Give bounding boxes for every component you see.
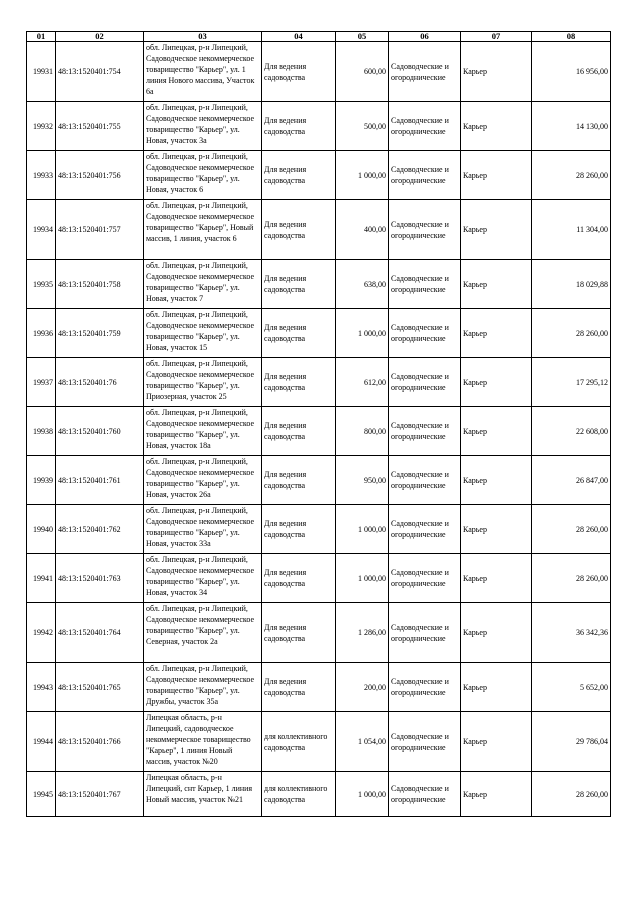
land-category-cell: Садоводческие и огороднические <box>389 772 461 817</box>
address-text: обл. Липецкая, р-н Липецкий, Садоводческое некоммерческое товарищество "Карьер", Новый массив, 1 линия, участок 6 <box>146 201 255 243</box>
table-row <box>27 358 611 407</box>
address-text: обл. Липецкая, р-н Липецкий, Садоводческое некоммерческое товарищество "Карьер", ул. Новая, участок 6 <box>146 152 255 194</box>
table-row <box>27 309 611 358</box>
row-number-cell: 19943 <box>27 663 56 712</box>
cadastral-value-cell: 28 260,00 <box>532 505 611 554</box>
area-cell: 612,00 <box>336 358 389 407</box>
area-cell: 950,00 <box>336 456 389 505</box>
address-text: обл. Липецкая, р-н Липецкий, Садоводческое некоммерческое товарищество "Карьер", ул. Северная, участок 2а <box>146 604 255 646</box>
permitted-use-cell: для коллективного садоводства <box>262 712 336 772</box>
col-header-04: 04 <box>262 32 336 42</box>
address-text: обл. Липецкая, р-н Липецкий, Садоводческое некоммерческое товарищество "Карьер", ул. Новая, участок 34 <box>146 555 255 597</box>
land-category-cell: Садоводческие и огороднические <box>389 151 461 200</box>
address-cell <box>144 772 262 817</box>
address-cell <box>144 663 262 712</box>
table-row <box>27 260 611 309</box>
permitted-use-cell: Для ведения садоводства <box>262 260 336 309</box>
cadastral-value-cell: 28 260,00 <box>532 151 611 200</box>
address-cell <box>144 712 262 772</box>
land-category-cell: Садоводческие и огороднические <box>389 505 461 554</box>
cadastral-value-cell: 14 130,00 <box>532 102 611 151</box>
land-category-cell: Садоводческие и огороднические <box>389 603 461 663</box>
row-number-cell: 19942 <box>27 603 56 663</box>
table-row <box>27 151 611 200</box>
cadastral-value-cell: 11 304,00 <box>532 200 611 260</box>
area-cell: 1 286,00 <box>336 603 389 663</box>
address-cell <box>144 407 262 456</box>
cadastral-number-cell: 48:13:1520401:765 <box>56 663 144 712</box>
area-cell: 1 000,00 <box>336 772 389 817</box>
row-number-cell: 19935 <box>27 260 56 309</box>
cadastral-number-cell: 48:13:1520401:759 <box>56 309 144 358</box>
address-text: обл. Липецкая, р-н Липецкий, Садоводческое некоммерческое товарищество "Карьер", ул. Новая, участок 33а <box>146 506 255 548</box>
settlement-cell: Карьер <box>461 505 532 554</box>
cadastral-value-cell: 22 608,00 <box>532 407 611 456</box>
land-category-cell: Садоводческие и огороднические <box>389 102 461 151</box>
row-number-cell: 19936 <box>27 309 56 358</box>
permitted-use-cell: Для ведения садоводства <box>262 42 336 102</box>
address-text: Липецкая область, р-н Липецкий, садоводческое некоммерческое товарищество "Карьер", 1 линия Новый массив, участок №20 <box>146 713 251 766</box>
cadastral-number-cell: 48:13:1520401:757 <box>56 200 144 260</box>
cadastral-number-cell: 48:13:1520401:758 <box>56 260 144 309</box>
settlement-cell: Карьер <box>461 102 532 151</box>
cadastral-value-cell: 17 295,12 <box>532 358 611 407</box>
permitted-use-cell: Для ведения садоводства <box>262 505 336 554</box>
land-category-cell: Садоводческие и огороднические <box>389 358 461 407</box>
table-row <box>27 200 611 260</box>
cadastral-value-cell: 16 956,00 <box>532 42 611 102</box>
cadastral-number-cell: 48:13:1520401:755 <box>56 102 144 151</box>
col-header-03: 03 <box>144 32 262 42</box>
col-header-05: 05 <box>336 32 389 42</box>
settlement-cell: Карьер <box>461 200 532 260</box>
cadastral-value-cell: 36 342,36 <box>532 603 611 663</box>
cadastral-value-cell: 18 029,88 <box>532 260 611 309</box>
permitted-use-cell: для коллективного садоводства <box>262 772 336 817</box>
area-cell: 1 000,00 <box>336 309 389 358</box>
row-number-cell: 19931 <box>27 42 56 102</box>
settlement-cell: Карьер <box>461 603 532 663</box>
cadastral-number-cell: 48:13:1520401:763 <box>56 554 144 603</box>
cadastral-number-cell: 48:13:1520401:762 <box>56 505 144 554</box>
address-text: обл. Липецкая, р-н Липецкий, Садоводческое некоммерческое товарищество "Карьер", ул. Новая, участок 7 <box>146 261 255 303</box>
settlement-cell: Карьер <box>461 663 532 712</box>
address-text: обл. Липецкая, р-н Липецкий, Садоводческое некоммерческое товарищество "Карьер", ул. 1 линия Нового массива, Участок 6а <box>146 43 255 96</box>
table-row <box>27 603 611 663</box>
row-number-cell: 19945 <box>27 772 56 817</box>
address-cell <box>144 260 262 309</box>
address-cell <box>144 309 262 358</box>
address-cell <box>144 358 262 407</box>
header-row <box>27 32 611 42</box>
address-text: обл. Липецкая, р-н Липецкий, Садоводческое некоммерческое товарищество "Карьер", ул. Новая, участок 26а <box>146 457 255 499</box>
cadastral-number-cell: 48:13:1520401:756 <box>56 151 144 200</box>
land-category-cell: Садоводческие и огороднические <box>389 309 461 358</box>
settlement-cell: Карьер <box>461 260 532 309</box>
cadastral-number-cell: 48:13:1520401:760 <box>56 407 144 456</box>
address-text: Липецкая область, р-н Липецкий, снт Карьер, 1 линия Новый массив, участок №21 <box>146 773 253 804</box>
address-text: обл. Липецкая, р-н Липецкий, Садоводческое некоммерческое товарищество "Карьер", ул. Новая, участок 3а <box>146 103 255 145</box>
table-row <box>27 456 611 505</box>
address-cell <box>144 603 262 663</box>
table-row <box>27 42 611 102</box>
area-cell: 400,00 <box>336 200 389 260</box>
address-cell <box>144 42 262 102</box>
settlement-cell: Карьер <box>461 151 532 200</box>
settlement-cell: Карьер <box>461 772 532 817</box>
land-category-cell: Садоводческие и огороднические <box>389 554 461 603</box>
settlement-cell: Карьер <box>461 712 532 772</box>
cadastral-number-cell: 48:13:1520401:766 <box>56 712 144 772</box>
cadastral-value-cell: 28 260,00 <box>532 772 611 817</box>
cadastral-number-cell: 48:13:1520401:767 <box>56 772 144 817</box>
area-cell: 1 000,00 <box>336 151 389 200</box>
row-number-cell: 19933 <box>27 151 56 200</box>
row-number-cell: 19939 <box>27 456 56 505</box>
area-cell: 800,00 <box>336 407 389 456</box>
col-header-08: 08 <box>532 32 611 42</box>
land-category-cell: Садоводческие и огороднические <box>389 42 461 102</box>
row-number-cell: 19944 <box>27 712 56 772</box>
area-cell: 1 000,00 <box>336 554 389 603</box>
permitted-use-cell: Для ведения садоводства <box>262 358 336 407</box>
settlement-cell: Карьер <box>461 309 532 358</box>
permitted-use-cell: Для ведения садоводства <box>262 102 336 151</box>
table-row <box>27 663 611 712</box>
permitted-use-cell: Для ведения садоводства <box>262 200 336 260</box>
permitted-use-cell: Для ведения садоводства <box>262 663 336 712</box>
land-category-cell: Садоводческие и огороднические <box>389 200 461 260</box>
cadastral-value-cell: 28 260,00 <box>532 309 611 358</box>
permitted-use-cell: Для ведения садоводства <box>262 456 336 505</box>
col-header-06: 06 <box>389 32 461 42</box>
area-cell: 1 000,00 <box>336 505 389 554</box>
permitted-use-cell: Для ведения садоводства <box>262 151 336 200</box>
address-text: обл. Липецкая, р-н Липецкий, Садоводческое некоммерческое товарищество "Карьер", ул. Дружбы, участок 35а <box>146 664 255 706</box>
land-category-cell: Садоводческие и огороднические <box>389 712 461 772</box>
table-row <box>27 407 611 456</box>
table-row <box>27 102 611 151</box>
land-category-cell: Садоводческие и огороднические <box>389 260 461 309</box>
settlement-cell: Карьер <box>461 358 532 407</box>
settlement-cell: Карьер <box>461 554 532 603</box>
cadastral-number-cell: 48:13:1520401:754 <box>56 42 144 102</box>
col-header-07: 07 <box>461 32 532 42</box>
table-row <box>27 505 611 554</box>
address-cell <box>144 102 262 151</box>
permitted-use-cell: Для ведения садоводства <box>262 407 336 456</box>
cadastral-number-cell: 48:13:1520401:764 <box>56 603 144 663</box>
cadastral-value-cell: 29 786,04 <box>532 712 611 772</box>
address-text: обл. Липецкая, р-н Липецкий, Садоводческое некоммерческое товарищество "Карьер", ул. Приозерная, участок 25 <box>146 359 255 401</box>
area-cell: 200,00 <box>336 663 389 712</box>
cadastral-value-cell: 28 260,00 <box>532 554 611 603</box>
address-cell <box>144 200 262 260</box>
permitted-use-cell: Для ведения садоводства <box>262 554 336 603</box>
cadastral-number-cell: 48:13:1520401:76 <box>56 358 144 407</box>
area-cell: 1 054,00 <box>336 712 389 772</box>
row-number-cell: 19932 <box>27 102 56 151</box>
row-number-cell: 19938 <box>27 407 56 456</box>
col-header-02: 02 <box>56 32 144 42</box>
table-row <box>27 712 611 772</box>
address-text: обл. Липецкая, р-н Липецкий, Садоводческое некоммерческое товарищество "Карьер", ул. Новая, участок 18а <box>146 408 255 450</box>
cadastral-number-cell: 48:13:1520401:761 <box>56 456 144 505</box>
col-header-01: 01 <box>27 32 56 42</box>
table-row <box>27 554 611 603</box>
row-number-cell: 19934 <box>27 200 56 260</box>
settlement-cell: Карьер <box>461 407 532 456</box>
permitted-use-cell: Для ведения садоводства <box>262 309 336 358</box>
settlement-cell: Карьер <box>461 42 532 102</box>
row-number-cell: 19941 <box>27 554 56 603</box>
area-cell: 500,00 <box>336 102 389 151</box>
cadastral-value-cell: 26 847,00 <box>532 456 611 505</box>
address-text: обл. Липецкая, р-н Липецкий, Садоводческое некоммерческое товарищество "Карьер", ул. Новая, участок 15 <box>146 310 255 352</box>
address-cell <box>144 456 262 505</box>
land-category-cell: Садоводческие и огороднические <box>389 663 461 712</box>
settlement-cell: Карьер <box>461 456 532 505</box>
address-cell <box>144 151 262 200</box>
address-cell <box>144 554 262 603</box>
permitted-use-cell: Для ведения садоводства <box>262 603 336 663</box>
cadastral-value-cell: 5 652,00 <box>532 663 611 712</box>
area-cell: 600,00 <box>336 42 389 102</box>
land-register-table <box>26 31 611 817</box>
address-cell <box>144 505 262 554</box>
row-number-cell: 19937 <box>27 358 56 407</box>
land-category-cell: Садоводческие и огороднические <box>389 407 461 456</box>
land-category-cell: Садоводческие и огороднические <box>389 456 461 505</box>
row-number-cell: 19940 <box>27 505 56 554</box>
area-cell: 638,00 <box>336 260 389 309</box>
table-row <box>27 772 611 817</box>
